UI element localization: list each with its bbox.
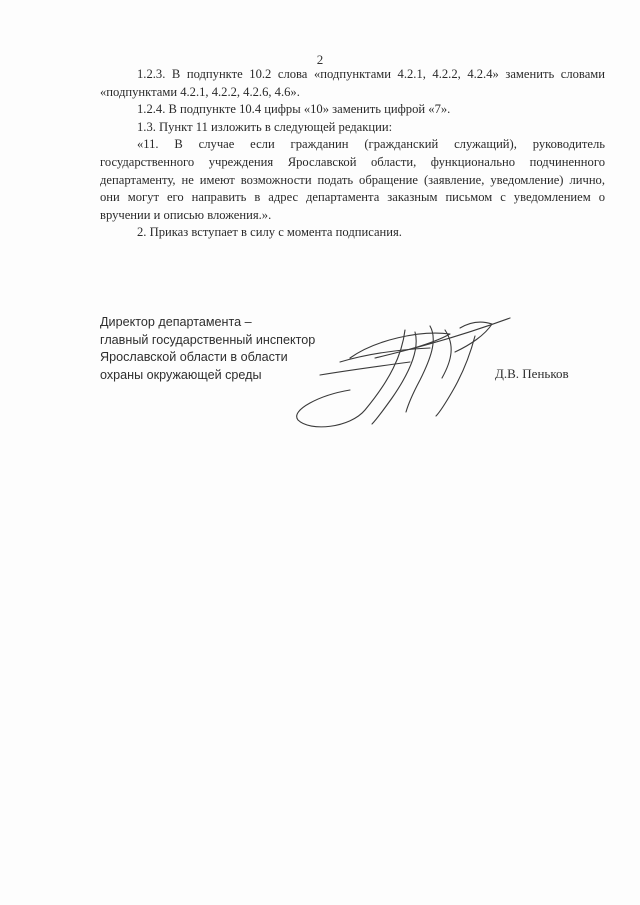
position-line: главный государственный инспектор (100, 332, 316, 347)
signatory-name: Д.В. Пеньков (495, 366, 569, 381)
paragraph-2: 2. Приказ вступает в силу с момента подписания. (137, 225, 402, 240)
paragraph-1-2-3: 1.2.3. В подпункте 10.2 слова «подпунктами 4.2.1, 4.2.2, 4.2.4» заменить словами «подпунктами 4.2.1, 4.2.2, 4.2.6, 4.6». (100, 67, 605, 99)
position-line: охраны окружающей среды (100, 367, 262, 382)
paragraph-1-2-4: 1.2.4. В подпункте 10.4 цифры «10» заменить цифрой «7». (137, 102, 451, 117)
document-body (100, 66, 605, 242)
page-number: 2 (316, 52, 324, 67)
position-line: Директор департамента – (100, 315, 252, 329)
paragraph-11-quote: «11. В случае если гражданин (гражданский служащий), руководитель государственного учреждения Ярославской области, функционально подчиненного департаменту, не имеют возможности подать обращение (заявление, уведомление) лично, они могут его направить в адрес департамента заказным письмом с уведомлением о вручении и описью вложения.». (100, 137, 605, 222)
position-line: Ярославской области в области (100, 350, 288, 365)
paragraph-1-3: 1.3. Пункт 11 изложить в следующей редакции: (137, 119, 393, 134)
